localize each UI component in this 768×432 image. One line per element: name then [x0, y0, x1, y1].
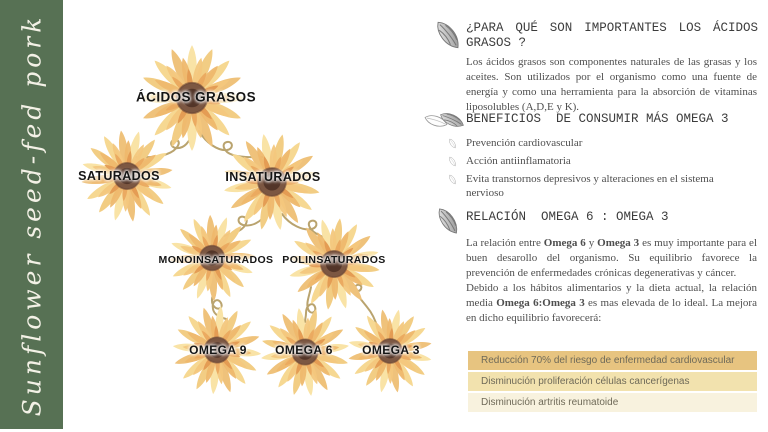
- side-band: [0, 0, 63, 429]
- sunflower-seed-icon: [430, 16, 466, 54]
- node-acidos-grasos: ÁCIDOS GRASOS: [136, 89, 256, 105]
- brand-vertical-text: Sunflower seed-fed pork: [17, 13, 46, 416]
- fatty-acids-tree-diagram: [63, 0, 445, 432]
- seed-bullet-icon: [447, 137, 458, 150]
- benefits-list: [447, 136, 747, 204]
- paragraph: Debido a los hábitos alimentarios y la dieta actual, la relación media Omega 6:Omega 3 es mas elevada de lo ideal. La mejora en dicho equilibrio favorecerá:: [466, 282, 757, 324]
- benefit-highlight-rows: [468, 351, 757, 414]
- node-omega3: OMEGA 3: [362, 343, 420, 357]
- list-item: [447, 172, 747, 200]
- list-item: [447, 154, 747, 168]
- highlight-row: Disminución proliferación células cancerígenas: [468, 372, 757, 391]
- paragraph: La relación entre Omega 6 y Omega 3 es muy importante para el buen desarollo del organismo. Su equilibrio favorece la prevención de enfermedades crónicas degenerativas y cáncer.: [466, 237, 757, 279]
- section1-heading: ¿PARA QUÉ SON IMPORTANTES LOS ÁCIDOS GRASOS ?: [466, 21, 766, 50]
- highlight-row: Disminución artritis reumatoide: [468, 393, 757, 412]
- section3-heading: RELACIÓN OMEGA 6 : OMEGA 3: [466, 210, 669, 224]
- bullet-text: Evita transtornos depresivos y alteraciones en el sistema nervioso: [466, 173, 714, 199]
- sunflower-seed-icon: [432, 204, 464, 238]
- two-sunflower-seeds-icon: [423, 107, 467, 133]
- node-omega6: OMEGA 6: [275, 343, 333, 357]
- list-item: [447, 136, 747, 150]
- node-omega9: OMEGA 9: [189, 343, 247, 357]
- section1-body: Los ácidos grasos son componentes naturales de las grasas y los aceites. Son utilizados por el organismo como una fuente de energía y como una herramienta para la absorción de vitaminas liposolubles (A,D,E y K).: [466, 56, 757, 113]
- node-saturados: SATURADOS: [78, 169, 160, 183]
- node-insaturados: INSATURADOS: [225, 170, 321, 184]
- section3-body: [466, 236, 757, 326]
- node-polinsaturados: POLINSATURADOS: [282, 254, 386, 266]
- bullet-text: Prevención cardiovascular: [466, 137, 583, 149]
- seed-bullet-icon: [447, 173, 458, 186]
- node-monoinsaturados: MONOINSATURADOS: [158, 254, 274, 266]
- section2-heading: BENEFICIOS DE CONSUMIR MÁS OMEGA 3: [466, 112, 729, 126]
- bullet-text: Acción antiinflamatoria: [466, 155, 571, 167]
- seed-bullet-icon: [447, 155, 458, 168]
- highlight-row: Reducción 70% del riesgo de enfermedad cardiovascular: [468, 351, 757, 370]
